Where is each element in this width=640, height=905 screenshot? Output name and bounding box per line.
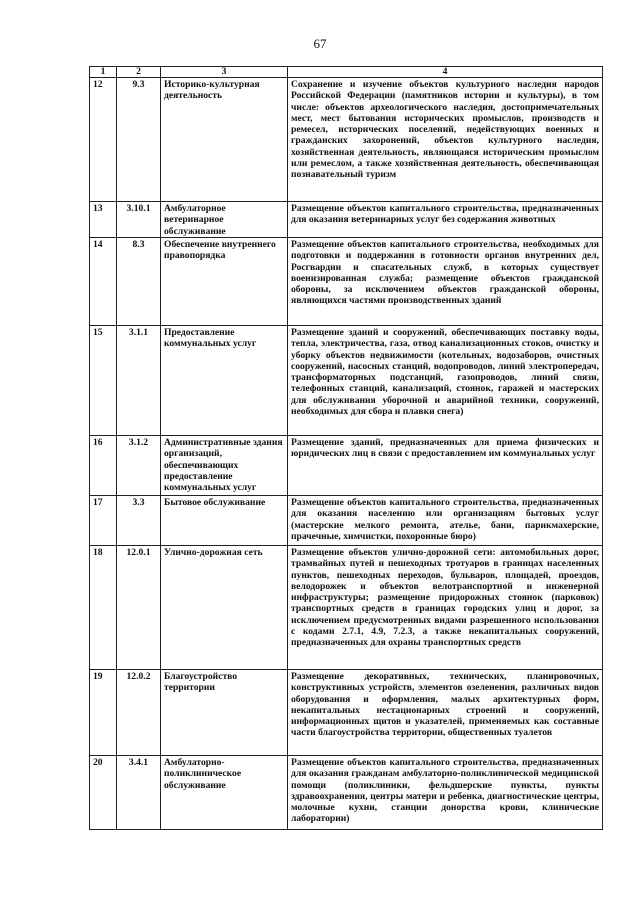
column-header-2: 2 [117, 67, 161, 78]
use-description: Размещение объектов улично-дорожной сети: автомобильных дорог, трамвайных путей и пешеходных тротуаров в границах населенных пунктов, пешеходных переходов, бульваров, площадей, проездов, велодорожек и объектов велотранспортной и инженерной инфраструктуры; размещение придорожных стоянок (парковок) транспортных средств в границах городских улиц и дорог, за исключением предусмотренных видами разрешенного использования с кодами 2.7.1, 4.9, 7.2.3, а также некапитальных сооружений, предназначенных для охраны транспортных средств [288, 546, 603, 670]
use-description: Размещение зданий и сооружений, обеспечивающих поставку воды, тепла, электричества, газа, отвод канализационных стоков, очистку и уборку объектов недвижимости (котельных, водозаборов, очистных сооружений, насосных станций, водопроводов, линий электропередач, трансформаторных подстанций, газопроводов, линий связи, телефонных станций, канализаций, стоянок, гаражей и мастерских для обслуживания уборочной и аварийной техники, сооружений, необходимых для сбора и плавки снега) [288, 326, 603, 436]
use-name: Историко-культурная деятельность [161, 78, 288, 202]
table-row [90, 546, 603, 670]
table-row [90, 436, 603, 496]
table-row [90, 756, 603, 830]
row-number: 17 [90, 496, 117, 546]
page-number: 67 [313, 36, 327, 51]
use-code: 3.10.1 [117, 202, 161, 238]
use-code: 8.3 [117, 238, 161, 326]
table-header-row [90, 67, 603, 78]
column-header-3: 3 [161, 67, 288, 78]
table-row [90, 496, 603, 546]
land-use-table [89, 66, 603, 830]
use-code: 3.1.1 [117, 326, 161, 436]
use-description: Размещение объектов капитального строительства, предназначенных для оказания гражданам амбулаторно-поликлинической медицинской помощи (поликлиники, фельдшерские пункты, пункты здравоохранения, центры матери и ребенка, диагностические центры, молочные кухни, станции донорства крови, клинические лаборатории) [288, 756, 603, 830]
row-number: 16 [90, 436, 117, 496]
use-description: Размещение декоративных, технических, планировочных, конструктивных устройств, элементов озеленения, различных видов оборудования и оформления, малых архитектурных форм, некапитальных нестационарных строений и сооружений, информационных щитов и указателей, применяемых как составные части благоустройства территории, общественных туалетов [288, 670, 603, 756]
use-code: 12.0.1 [117, 546, 161, 670]
use-code: 3.4.1 [117, 756, 161, 830]
use-description: Сохранение и изучение объектов культурного наследия народов Российской Федерации (памятников истории и культуры), в том числе: объектов археологического наследия, достопримечательных мест, мест бытования исторических промыслов, производств и ремесел, исторических поселений, недействующих военных и гражданских захоронений, объектов культурного наследия, хозяйственная деятельность, являющаяся историческим промыслом или ремеслом, а также хозяйственная деятельность, обеспечивающая познавательный туризм [288, 78, 603, 202]
column-header-1: 1 [90, 67, 117, 78]
use-name: Улично-дорожная сеть [161, 546, 288, 670]
use-description: Размещение объектов капитального строительства, предназначенных для оказания ветеринарных услуг без содержания животных [288, 202, 603, 238]
row-number: 18 [90, 546, 117, 670]
table-row [90, 670, 603, 756]
column-header-4: 4 [288, 67, 603, 78]
table-row [90, 202, 603, 238]
row-number: 12 [90, 78, 117, 202]
use-code: 12.0.2 [117, 670, 161, 756]
table-row [90, 326, 603, 436]
row-number: 15 [90, 326, 117, 436]
use-name: Амбулаторно-поликлиническое обслуживание [161, 756, 288, 830]
use-code: 3.3 [117, 496, 161, 546]
row-number: 14 [90, 238, 117, 326]
use-code: 3.1.2 [117, 436, 161, 496]
row-number: 13 [90, 202, 117, 238]
use-name: Бытовое обслуживание [161, 496, 288, 546]
use-description: Размещение объектов капитального строительства, необходимых для подготовки и поддержания в готовности органов внутренних дел, Росгвардии и спасательных служб, в которых существует военизированная служба; размещение объектов гражданской обороны, за исключением объектов гражданской обороны, являющихся частями производственных зданий [288, 238, 603, 326]
use-name: Обеспечение внутреннего правопорядка [161, 238, 288, 326]
use-name: Предоставление коммунальных услуг [161, 326, 288, 436]
use-description: Размещение зданий, предназначенных для приема физических и юридических лиц в связи с предоставлением им коммунальных услуг [288, 436, 603, 496]
use-description: Размещение объектов капитального строительства, предназначенных для оказания населению или организациям бытовых услуг (мастерские мелкого ремонта, ателье, бани, парикмахерские, прачечные, химчистки, похоронные бюро) [288, 496, 603, 546]
table-row [90, 238, 603, 326]
table-row [90, 78, 603, 202]
use-name: Благоустройство территории [161, 670, 288, 756]
use-code: 9.3 [117, 78, 161, 202]
row-number: 20 [90, 756, 117, 830]
row-number: 19 [90, 670, 117, 756]
use-name: Амбулаторное ветеринарное обслуживание [161, 202, 288, 238]
use-name: Административные здания организаций, обеспечивающих предоставление коммунальных услуг [161, 436, 288, 496]
